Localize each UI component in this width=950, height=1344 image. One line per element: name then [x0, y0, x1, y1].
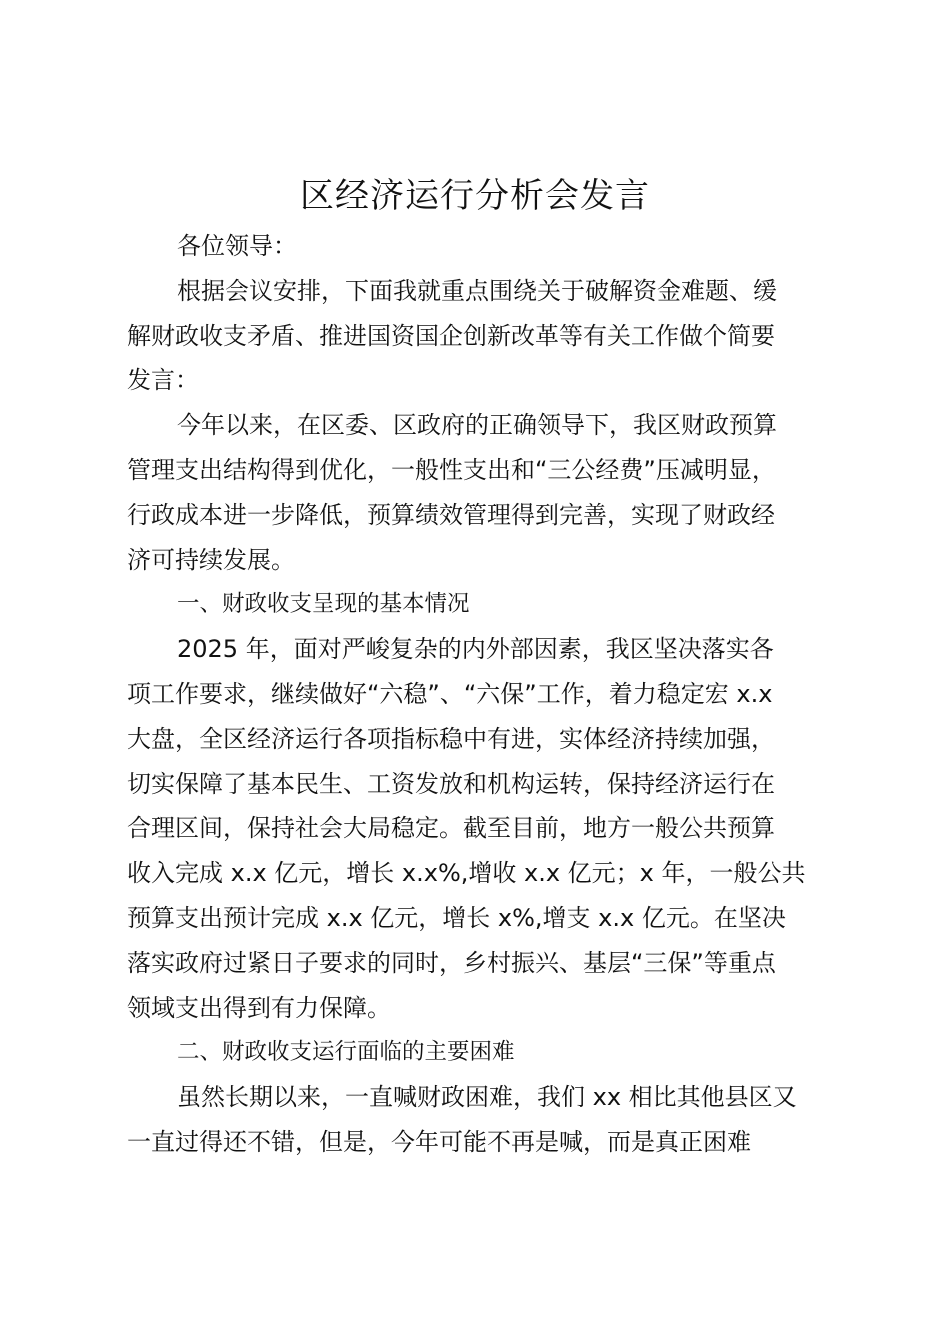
document-body — [127, 224, 827, 1165]
paragraph-line: 落实政府过紧日子要求的同时，乡村振兴、基层“三保”等重点 — [127, 948, 776, 977]
paragraph-line: 发言： — [127, 366, 199, 395]
paragraph-line: 收入完成 x.x 亿元，增长 x.x%,增收 x.x 亿元；x 年，一般公共 — [127, 859, 806, 888]
paragraph-line: 项工作要求，继续做好“六稳”、“六保”工作，着力稳定宏 x.x — [127, 679, 773, 708]
paragraph-line: 合理区间，保持社会大局稳定。截至目前，地方一般公共预算 — [127, 814, 775, 843]
paragraph-line: 行政成本进一步降低，预算绩效管理得到完善，实现了财政经 — [127, 500, 775, 529]
paragraph-line: 济可持续发展。 — [127, 545, 295, 574]
paragraph-line: 虽然长期以来，一直喊财政困难，我们 xx 相比其他县区又 — [177, 1083, 797, 1112]
paragraph-line: 今年以来，在区委、区政府的正确领导下，我区财政预算 — [177, 411, 777, 440]
section-heading: 二、财政收支运行面临的主要困难 — [177, 1039, 515, 1066]
paragraph-line: 预算支出预计完成 x.x 亿元，增长 x%,增支 x.x 亿元。在坚决 — [127, 903, 786, 932]
paragraph-line: 切实保障了基本民生、工资发放和机构运转，保持经济运行在 — [127, 769, 775, 798]
paragraph-line: 领域支出得到有力保障。 — [127, 993, 391, 1022]
paragraph-line: 2025 年，面对严峻复杂的内外部因素，我区坚决落实各 — [177, 635, 774, 664]
paragraph-line: 解财政收支矛盾、推进国资国企创新改革等有关工作做个简要 — [127, 321, 775, 350]
salutation: 各位领导： — [177, 232, 297, 260]
paragraph-line: 根据会议安排，下面我就重点围绕关于破解资金难题、缓 — [177, 276, 777, 305]
document-title: 区经济运行分析会发言 — [300, 176, 650, 216]
paragraph-line: 管理支出结构得到优化，一般性支出和“三公经费”压减明显， — [127, 455, 776, 484]
paragraph-line: 大盘，全区经济运行各项指标稳中有进，实体经济持续加强， — [127, 724, 775, 753]
paragraph-line: 一直过得还不错，但是，今年可能不再是喊，而是真正困难 — [127, 1127, 751, 1156]
section-heading: 一、财政收支呈现的基本情况 — [177, 591, 470, 618]
